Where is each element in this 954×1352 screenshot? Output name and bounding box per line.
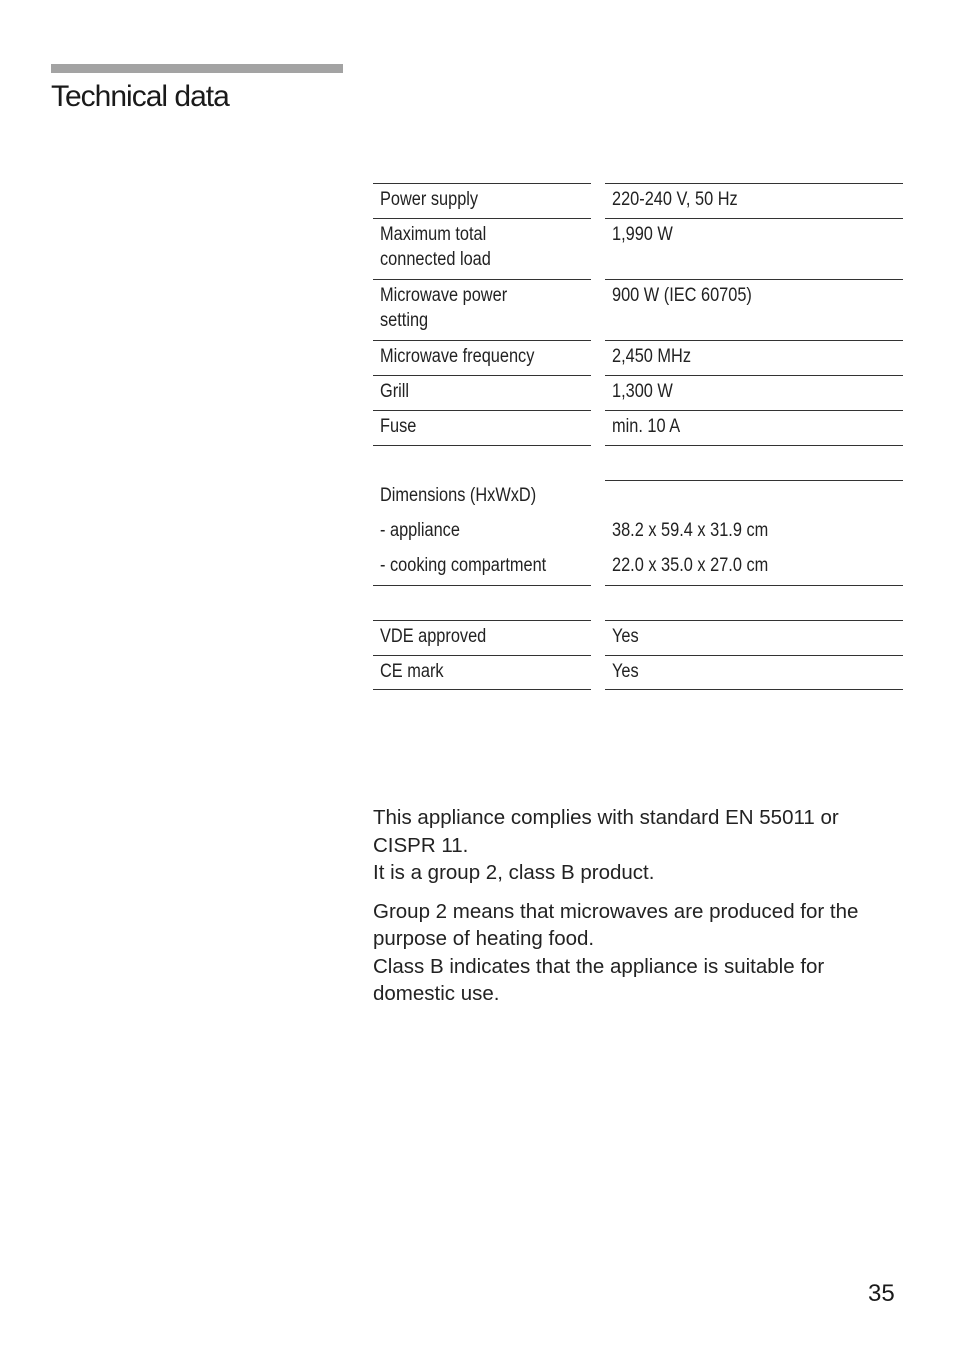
spec-value: 2,450 MHz bbox=[605, 340, 903, 375]
spec-value: 38.2 x 59.4 x 31.9 cm bbox=[612, 520, 769, 541]
spec-value: min. 10 A bbox=[605, 410, 903, 445]
spacer-cell bbox=[373, 585, 591, 620]
page-title: Technical data bbox=[51, 80, 229, 113]
compliance-paragraph-1: This appliance complies with standard EN 55011 or CISPR 11. It is a group 2, class B product. bbox=[373, 806, 839, 884]
spec-label: CE mark bbox=[373, 655, 591, 690]
spec-label: Fuse bbox=[373, 410, 591, 445]
spec-value bbox=[605, 480, 903, 515]
table-row bbox=[373, 480, 903, 515]
spec-value: Yes bbox=[605, 655, 903, 690]
spacer-cell bbox=[605, 585, 903, 620]
table-row bbox=[373, 410, 903, 445]
spec-value: 22.0 x 35.0 x 27.0 cm bbox=[612, 555, 769, 576]
compliance-paragraph-2: Group 2 means that microwaves are produced for the purpose of heating food. Class B indicates that the appliance is suitable for domestic use. bbox=[373, 899, 859, 1005]
spec-value: 900 W (IEC 60705) bbox=[605, 279, 903, 340]
spec-label: Grill bbox=[373, 375, 591, 410]
table-row bbox=[373, 550, 903, 585]
spec-value: Yes bbox=[605, 620, 903, 655]
spec-label: VDE approved bbox=[373, 620, 591, 655]
table-row bbox=[373, 655, 903, 690]
spec-label: Microwave frequency bbox=[373, 340, 591, 375]
spec-label: Maximum total connected load bbox=[373, 218, 591, 279]
table-row bbox=[373, 620, 903, 655]
title-rule bbox=[51, 64, 343, 73]
table-row bbox=[373, 218, 903, 279]
table-row-spacer bbox=[373, 585, 903, 620]
page-number: 35 bbox=[868, 1280, 895, 1307]
spec-label: Power supply bbox=[373, 183, 591, 218]
table-row bbox=[373, 183, 903, 218]
table-row bbox=[373, 515, 903, 550]
table-row-spacer bbox=[373, 445, 903, 480]
spec-label: - cooking compartment bbox=[380, 555, 547, 576]
spec-label: Microwave power setting bbox=[373, 279, 591, 340]
spec-label: Dimensions (HxWxD) bbox=[380, 485, 537, 506]
table-row bbox=[373, 375, 903, 410]
spec-value: 220-240 V, 50 Hz bbox=[605, 183, 903, 218]
table-row bbox=[373, 340, 903, 375]
spec-value: 1,990 W bbox=[605, 218, 903, 279]
compliance-text bbox=[373, 804, 913, 1019]
technical-data-table bbox=[373, 183, 903, 690]
table-row bbox=[373, 279, 903, 340]
spacer-cell bbox=[605, 445, 903, 480]
spacer-cell bbox=[373, 445, 591, 480]
spec-label: - appliance bbox=[380, 520, 460, 541]
spec-value: 1,300 W bbox=[605, 375, 903, 410]
